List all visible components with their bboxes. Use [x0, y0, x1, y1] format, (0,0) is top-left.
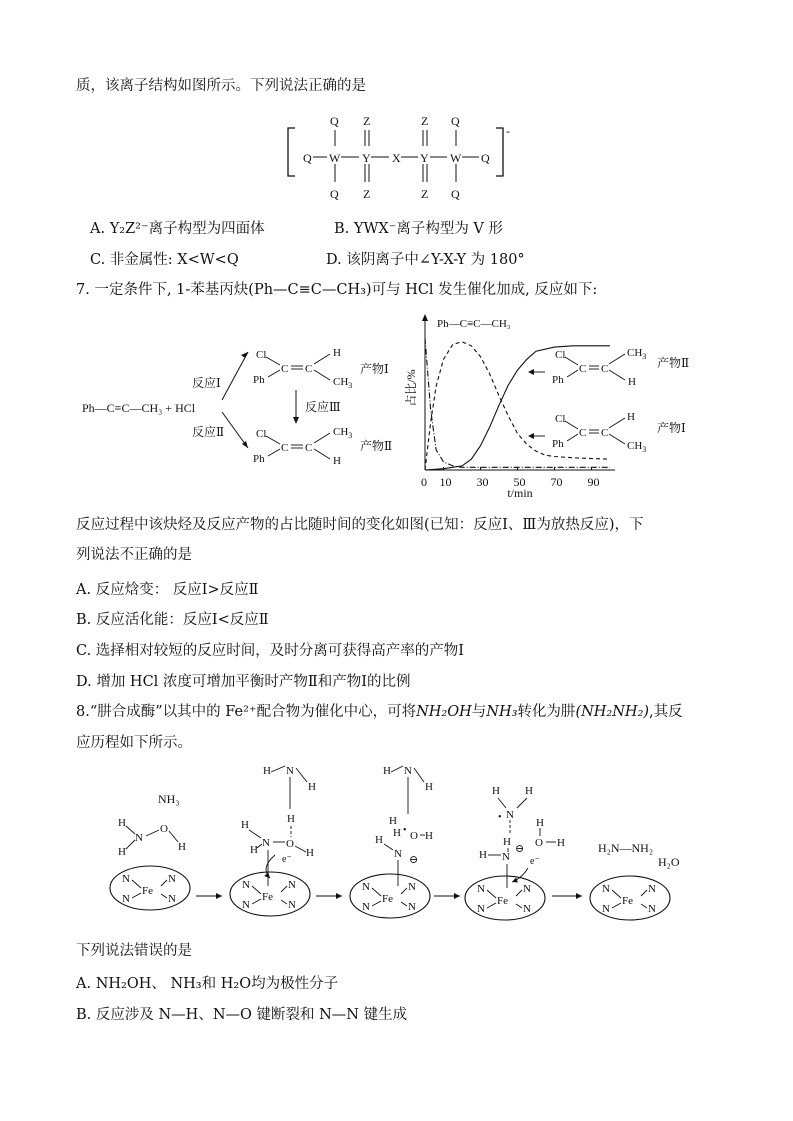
atom-y: Y — [362, 151, 371, 165]
svg-text:H: H — [389, 815, 397, 827]
svg-text:Ph: Ph — [253, 453, 265, 465]
svg-text:Ph: Ph — [253, 374, 265, 386]
atom-q: Q — [330, 114, 339, 128]
label-reaction-1: 反应Ⅰ — [192, 376, 221, 390]
svg-text:Cl: Cl — [256, 428, 267, 440]
q8-stem: 8.“肼合成酶”以其中的 Fe²⁺配合物为催化中心，可将NH₂OH与NH₃转化为肼(NH₂NH₂),其反 — [76, 704, 683, 720]
svg-text:H: H — [503, 836, 511, 848]
svg-text:H: H — [375, 834, 383, 846]
svg-text:C: C — [601, 427, 609, 439]
chart-x-tick: 30 — [476, 475, 489, 489]
label-reaction-2: 反应Ⅱ — [192, 425, 225, 439]
svg-text:•: • — [403, 825, 407, 836]
svg-text:C: C — [305, 363, 313, 375]
svg-text:H: H — [425, 830, 433, 842]
electron-label: e⁻ — [282, 854, 292, 865]
svg-text:H: H — [241, 819, 249, 831]
svg-text:H: H — [492, 785, 500, 797]
svg-text:N: N — [506, 809, 514, 821]
ion-charge: - — [506, 124, 510, 138]
q7-paragraph-1: 反应过程中该炔烃及反应产物的占比随时间的变化如图(已知：反应Ⅰ、Ⅲ为放热反应)，下 — [76, 517, 644, 533]
chart-product-2-label: 产物Ⅱ — [657, 356, 690, 370]
q6-option-b[interactable]: B. YWX⁻离子构型为 V 形 — [334, 221, 504, 237]
svg-text:C: C — [579, 363, 587, 375]
q7-chart — [405, 310, 705, 500]
q8-option-b[interactable]: B. 反应涉及 N—H、N—O 键断裂和 N—N 键生成 — [76, 1007, 408, 1023]
svg-text:Cl: Cl — [555, 413, 566, 425]
svg-text:H: H — [263, 765, 271, 777]
cycle-water: H₂O — [658, 855, 680, 869]
svg-text:Cl: Cl — [555, 349, 566, 361]
fe-label: Fe — [142, 885, 153, 897]
atom-q: Q — [481, 151, 490, 165]
svg-text:H: H — [479, 849, 487, 861]
svg-text:H: H — [333, 347, 341, 359]
svg-text:N: N — [502, 851, 510, 863]
q8-question: 下列说法错误的是 — [76, 943, 192, 959]
chart-ylabel: 占比/% — [404, 369, 418, 407]
atom-q: Q — [451, 114, 460, 128]
svg-text:CH3: $CH_3$ — [627, 347, 647, 361]
chart-xlabel: t/min — [507, 486, 533, 500]
q7-option-b[interactable]: B. 反应活化能：反应Ⅰ<反应Ⅱ — [76, 612, 269, 628]
svg-text:H: H — [250, 844, 258, 856]
atom-y: Y — [420, 151, 429, 165]
svg-text:C: C — [281, 442, 289, 454]
label-reaction-3: 反应Ⅲ — [305, 400, 341, 414]
svg-text:⊖: ⊖ — [409, 854, 419, 866]
svg-text:H: H — [118, 846, 126, 858]
atom-q: Q — [303, 151, 312, 165]
svg-text:H: H — [306, 847, 314, 859]
svg-text:H: H — [287, 813, 295, 825]
svg-text:H: H — [118, 817, 126, 829]
atom-w: W — [450, 151, 462, 165]
q7-stem: 7. 一定条件下, 1-苯基丙炔(Ph—C≡C—CH₃)可与 HCl 发生催化加成, 反应如下: — [76, 282, 598, 298]
svg-text:e⁻: e⁻ — [530, 856, 540, 867]
svg-text:C: C — [281, 363, 289, 375]
svg-text:CH3: $CH_3$ — [333, 426, 353, 440]
atom-q: Q — [451, 187, 460, 201]
svg-text:H: H — [628, 376, 636, 388]
svg-text:H: H — [393, 827, 401, 839]
atom-z: Z — [421, 187, 429, 201]
q6-ion-structure — [0, 108, 793, 208]
svg-text:Ph: Ph — [552, 438, 564, 450]
svg-text:CH3: $CH_3$ — [333, 376, 353, 390]
svg-text:O: O — [410, 830, 418, 842]
svg-text:N: N — [135, 832, 143, 844]
svg-text:C: C — [305, 442, 313, 454]
svg-text:H: H — [536, 817, 544, 829]
atom-q: Q — [330, 187, 339, 201]
svg-text:H: H — [178, 841, 186, 853]
svg-text:H: H — [525, 785, 533, 797]
svg-text:O: O — [286, 838, 294, 850]
svg-text:•: • — [498, 812, 502, 823]
svg-text:H: H — [557, 837, 565, 849]
svg-text:N: N — [262, 837, 270, 849]
chart-series-line-0 — [425, 338, 610, 468]
svg-text:H: H — [308, 781, 316, 793]
atom-z: Z — [363, 187, 371, 201]
cycle-nh3: NH₃ — [158, 792, 180, 806]
atom-x: X — [392, 151, 401, 165]
q6-option-c[interactable]: C. 非金属性: X<W<Q — [90, 252, 239, 268]
svg-text:Fe: Fe — [497, 895, 508, 907]
chart-x-tick: 50 — [513, 475, 526, 489]
svg-text:Fe: Fe — [382, 893, 393, 905]
svg-text:H: H — [627, 411, 635, 423]
svg-text:O: O — [160, 823, 168, 835]
q7-paragraph-2: 列说法不正确的是 — [76, 547, 192, 563]
q6-option-d[interactable]: D. 该阴离子中∠Y-X-Y 为 180° — [326, 252, 525, 268]
q7-option-d[interactable]: D. 增加 HCl 浓度可增加平衡时产物Ⅱ和产物Ⅰ的比例 — [76, 674, 411, 690]
chart-alkyne-label: Ph—C≡C—CH₃ — [437, 318, 511, 330]
chart-series-line-2 — [425, 342, 610, 470]
atom-w: W — [329, 151, 341, 165]
svg-text:Ph: Ph — [552, 374, 564, 386]
svg-text:N: N — [286, 765, 294, 777]
chart-x-tick: 70 — [550, 475, 563, 489]
svg-text:Fe: Fe — [262, 891, 273, 903]
svg-text:Cl: Cl — [256, 349, 267, 361]
q8-catalytic-cycle: N N Fe NH₃ H H N O H Fe H N H H H H N O H e⁻ Fe H N H H H N H • O H ⊖ Fe H H N • H H N ⊖ e⁻ H O H Fe H₂N—NH₂ H₂O — [0, 760, 793, 930]
svg-text:N: N — [404, 765, 412, 777]
svg-text:O: O — [535, 837, 543, 849]
chart-product-1-label: 产物Ⅰ — [657, 421, 686, 435]
atom-z: Z — [363, 114, 371, 128]
svg-text:H: H — [425, 781, 433, 793]
svg-text:C: C — [579, 427, 587, 439]
scheme-reactant: Ph—C≡C—CH₃ + HCl — [82, 401, 196, 415]
q7-option-a[interactable]: A. 反应焓变： 反应Ⅰ>反应Ⅱ — [76, 582, 259, 598]
label-product-2: 产物Ⅱ — [360, 439, 393, 453]
chart-x-tick: 90 — [587, 475, 600, 489]
chart-x-tick: 10 — [439, 475, 452, 489]
svg-text:H: H — [333, 455, 341, 467]
svg-text:Fe: Fe — [622, 895, 633, 907]
cycle-hydrazine: H₂N—NH₂ — [598, 841, 654, 855]
chart-x-tick: 0 — [421, 475, 427, 489]
q8-option-a[interactable]: A. NH₂OH、 NH₃和 H₂O均为极性分子 — [76, 976, 339, 992]
q7-reaction-scheme — [0, 310, 420, 490]
svg-text:H: H — [383, 765, 391, 777]
q8-stem-line-2: 应历程如下所示。 — [76, 735, 192, 751]
svg-text:⊖: ⊖ — [515, 843, 525, 855]
atom-z: Z — [421, 114, 429, 128]
svg-text:C: C — [601, 363, 609, 375]
q6-intro: 质，该离子结构如图所示。下列说法正确的是 — [76, 78, 366, 94]
q7-option-c[interactable]: C. 选择相对较短的反应时间，及时分离可获得高产率的产物Ⅰ — [76, 643, 465, 659]
label-product-1: 产物Ⅰ — [360, 362, 389, 376]
svg-text:CH3: $CH_3$ — [627, 440, 647, 454]
svg-text:N: N — [394, 848, 402, 860]
q6-option-a[interactable]: A. Y₂Z²⁻离子构型为四面体 — [90, 221, 265, 237]
